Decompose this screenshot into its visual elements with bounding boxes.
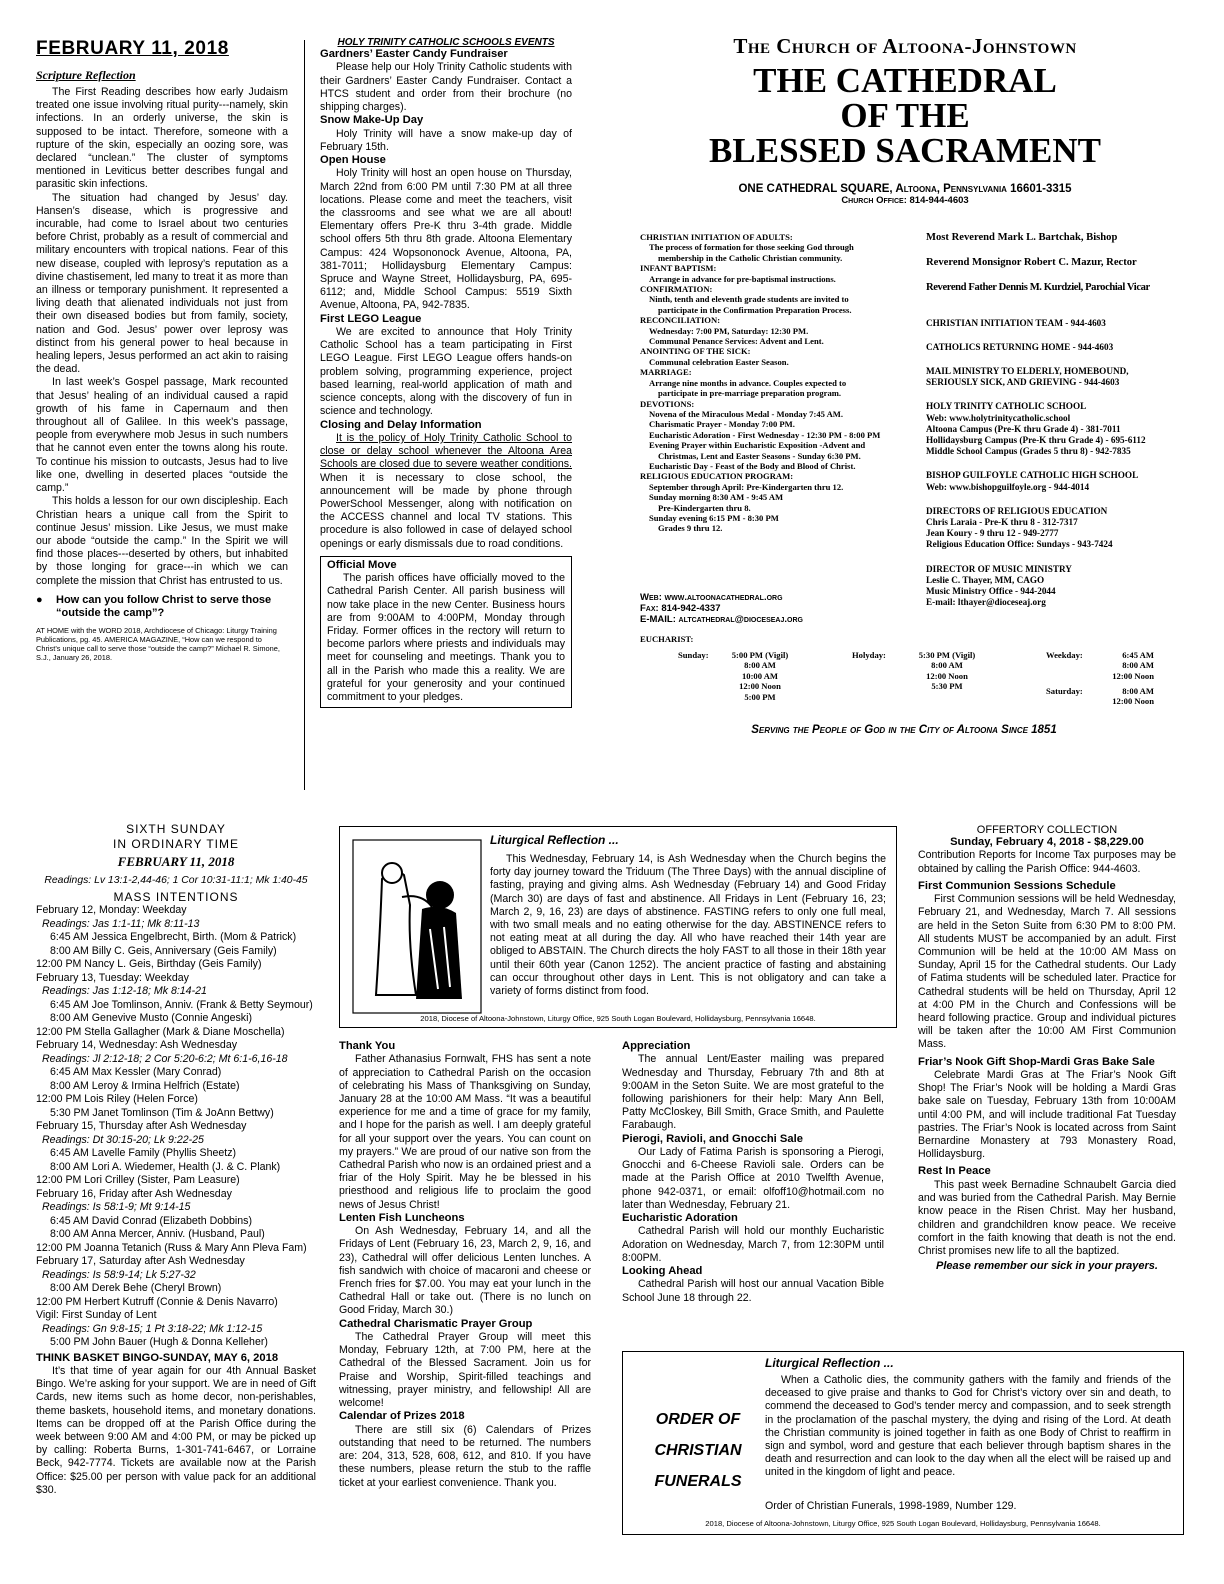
- looking-ahead-text: Cathedral Parish will host our annual Vacation Bible School June 18 through 22.: [622, 1278, 884, 1304]
- directory-line: CHRISTIAN INITIATION TEAM - 944-4603: [926, 317, 1106, 328]
- question-text: How can you follow Christ to serve those “outside the camp”?: [56, 593, 272, 620]
- holyday-time: 12:00 Noon: [926, 670, 968, 681]
- column-divider: [304, 40, 305, 790]
- directory-group: [926, 564, 1186, 609]
- scripture-paragraph: The situation had changed by Jesus’ day. Hansen’s disease, which is progressive and incurable, had come to Israel about two centuries before Christ, probably as a result of commercial and military encounters with tropical nations. Fear of this new disease, coupled with leprosy’s reputation as a divine chastisement, led many to treat it as more than an illness or temporary punishment. It represented a living death that alienated individuals not just from their own diseased bodies but from family, society, nation and God. Jesus’ power over leprosy was distinct from his general power to heal because in healing lepers, Jesus performed an act akin to raising the dead.: [36, 191, 288, 376]
- middle-left-column: [339, 1040, 591, 1490]
- intentions-heading: MASS INTENTIONS: [113, 890, 239, 904]
- holyday-time: 8:00 AM: [931, 660, 963, 671]
- adoration-text: Cathedral Parish will hold our monthly Eucharistic Adoration on Wednesday, March 7, from 12:30PM until 8:00PM.: [622, 1225, 884, 1264]
- website-link[interactable]: Web: www.altoonacathedral.org: [640, 592, 783, 603]
- scripture-column: [36, 38, 288, 662]
- lego-text: We are excited to announce that Holy Trinity Catholic School has a team participating in First LEGO League. First LEGO League offers hands-on problem solving, programming experience, project based learning, real-world application of math and science concepts, along with the discovery of fun in science and technology.: [320, 326, 572, 418]
- sacrament-line: Evening Prayer within Eucharistic Exposition -Advent and: [649, 440, 866, 451]
- first-communion-heading: First Communion Sessions Schedule: [918, 879, 1116, 892]
- intentions-list: [36, 904, 316, 1350]
- directory-group: [926, 342, 1186, 353]
- sacrament-line: The process of formation for those seeking God through: [649, 242, 854, 253]
- sacrament-line: Arrange nine months in advance. Couples expected to: [649, 377, 847, 388]
- intention-mass: 8:00 AM Billy C. Geis, Anniversary (Geis Family): [50, 944, 277, 957]
- htcs-title: HOLY TRINITY CATHOLIC SCHOOLS EVENTS: [337, 37, 555, 48]
- intention-mass: 8:00 AM Derek Behe (Cheryl Brown): [50, 1282, 222, 1294]
- directory-group: [926, 366, 1186, 388]
- directory-line: Middle School Campus (Grades 5 thru 8) - 942-7835: [926, 446, 1131, 457]
- scripture-paragraph: In last week’s Gospel passage, Mark recounted that Jesus’ healing of an individual caused a rapid growth of his fame in Capernaum and then throughout all of Galilee. In this week’s passage, people from everywhere mob Jesus in such numbers that he cannot even enter the towns along his route. To continue his mission to outcasts, Jesus had to live like one, dwelling in deserted places “outside the camp.”: [36, 376, 288, 495]
- intention-mass: 12:00 PM Stella Gallagher (Mark & Diane Moschella): [36, 1025, 285, 1038]
- fax-number: Fax: 814-942-4337: [640, 603, 721, 614]
- reflection2-credit: 2018, Diocese of Altoona-Johnstown, Liturgy Office, 925 South Logan Boulevard, Hollidaysburg, Pennsylvania 16648.: [705, 1519, 1101, 1528]
- directory-group: [926, 506, 1186, 551]
- sacraments-lines: [640, 232, 920, 534]
- eucharist-schedule: [640, 634, 1160, 714]
- pierogi-heading: Pierogi, Ravioli, and Gnocchi Sale: [622, 1132, 803, 1145]
- looking-ahead-heading: Looking Ahead: [622, 1265, 703, 1278]
- directory-group: [926, 318, 1186, 329]
- sacrament-line: participate in the Confirmation Preparation Process.: [658, 304, 852, 315]
- side-order: ORDER OF: [655, 1411, 741, 1428]
- intention-mass: 8:00 AM Anna Mercer, Anniv. (Husband, Paul): [50, 1228, 265, 1240]
- lego-heading: First LEGO League: [320, 312, 422, 325]
- address: ONE CATHEDRAL SQUARE, Altoona, Pennsylvania 16601-3315: [738, 183, 1072, 195]
- closing-details: When it is necessary to close school, the announcement will be made by phone through PowerSchool Messenger, along with notification on the ACCESS channel and local TV stations. This procedure is also followed in case of delayed school openings or early dismissals due to road conditions.: [320, 471, 572, 550]
- reflection1-text: This Wednesday, February 14, is Ash Wednesday when the Church begins the forty day journey toward the Triduum (The Three Days) with the annual discipline of fasting, praying and giving alms. Ash Wednesday (February 14) and Good Friday (March 30) are days of fast and abstinence. All Fridays in Lent (February 16, 23; March 2, 9, 16, 23) are days of abstinence. FASTING refers to only one full meal, with two small meals and no eating otherwise for the day. ABSTINENCE refers to not eating meat at all during the day. All who have reached their 14th year are obliged to ABSTAIN. The Church directs the holy FAST to all those in their 18th year until their 60th year (Canon 1252). The ancient practice of fasting and abstaining can occur throughout other days in Lent. This is not obligatory and can take a variety of forms distinct from food.: [490, 853, 886, 998]
- thank-you-heading: Thank You: [339, 1040, 396, 1052]
- charismatic-text: The Cathedral Prayer Group will meet this Monday, February 12th, at 7:00 PM, here at the Cathedral of the Blessed Sacrament. Join us for Praise and Worship, Spirit-filled teachings and witnessing, prayer ministry, and fellowship! All are welcome!: [339, 1331, 591, 1410]
- saturday-label: Saturday:: [1046, 686, 1083, 696]
- sacrament-line: Eucharistic Day - Feast of the Body and Blood of Christ.: [649, 460, 856, 471]
- gardners-heading: Gardners’ Easter Candy Fundraiser: [320, 48, 508, 60]
- snow-heading: Snow Make-Up Day: [320, 114, 424, 127]
- appreciation-heading: Appreciation: [622, 1040, 691, 1052]
- rest-in-peace-text: This past week Bernadine Schnaubelt Garcia died and was buried from the Cathedral Parish. May Bernie know peace in the Risen Christ. May her husband, children and grandchildren know peace. We receive comfort in the faith knowing that death is not the end. Christ promises new life to all the baptized.: [918, 1178, 1176, 1257]
- intention-mass: 6:45 AM Lavelle Family (Phyllis Sheetz): [50, 1147, 237, 1159]
- holyday-times: [902, 650, 992, 692]
- intention-day: February 16, Friday after Ash Wednesday: [36, 1187, 232, 1200]
- directory-line: Jean Koury - 9 thru 12 - 949-2777: [926, 528, 1059, 539]
- reflection2-source-text: Order of Christian Funerals, 1998-1989, Number 129.: [765, 1500, 1017, 1512]
- htcs-column: [320, 37, 572, 708]
- directory-line: Leslie C. Thayer, MM, CAGO: [926, 574, 1045, 585]
- sacrament-line: Pre-Kindergarten thru 8.: [658, 502, 751, 513]
- intention-mass: 5:00 PM John Bauer (Hugh & Donna Kelleher): [50, 1336, 268, 1348]
- intention-readings: Readings: Is 58:9-14; Lk 5:27-32: [42, 1268, 196, 1281]
- contribution-text: Contribution Reports for Income Tax purposes may be obtained by calling the Parish Office: 944-4603.: [918, 849, 1176, 875]
- bullet-icon: ●: [36, 593, 43, 606]
- directory-line: SERIOUSLY SICK, AND GRIEVING - 944-4603: [926, 377, 1120, 388]
- sacrament-line: INFANT BAPTISM:: [640, 263, 717, 274]
- snow-text: Holy Trinity will have a snow make-up day of February 15th.: [320, 127, 572, 153]
- reflection2-source: [765, 1500, 1016, 1512]
- reflection1-credit: 2018, Diocese of Altoona-Johnstown, Liturgy Office, 925 South Logan Boulevard, Hollidaysburg, Pennsylvania 16648.: [420, 1014, 816, 1023]
- ashes-illustration-icon: [352, 839, 482, 1014]
- middle-right-column: [622, 1040, 884, 1305]
- directory-group: [926, 401, 1186, 457]
- calendar-text: There are still six (6) Calendars of Prizes outstanding that need to be returned. The numbers are: 204, 313, 528, 608, 612, and 810. If you have these numbers, please return the stub to the raffle ticket at your earliest convenience. Thank you.: [339, 1423, 591, 1489]
- citation: AT HOME with the WORD 2018, Archdiocese of Chicago: Liturgy Training Publications, pg. 45. AMERICA MAGAZINE, “How can we respond to Christ’s unique call to serve those “outside the camp?” Michael R. Simone, S.J., January 26, 2018.: [36, 625, 280, 662]
- intention-day: February 12, Monday: Weekday: [36, 904, 187, 916]
- closing-heading: Closing and Delay Information: [320, 418, 482, 431]
- sacrament-line: CHRISTIAN INITIATION OF ADULTS:: [640, 232, 793, 242]
- friars-nook-text: Celebrate Mardi Gras at The Friar’s Nook Gift Shop! The Friar’s Nook will be holding a Mardi Gras bake sale on Tuesday, February 13th from 10:00AM until 4:00 PM, and will include traditional Fat Tuesday pastries. The Friar’s Nook is located across from Saint Bernardine Monastery at 793 Monastery Road, Hollidaysburg.: [918, 1069, 1176, 1161]
- intention-mass: 6:45 AM Max Kessler (Mary Conrad): [50, 1066, 222, 1078]
- sacrament-line: September through April: Pre-Kindergarten thru 12.: [649, 481, 844, 492]
- sick-prayer-note: Please remember our sick in your prayers.: [936, 1260, 1158, 1273]
- directory-line: Music Ministry Office - 944-2044: [926, 586, 1056, 597]
- sacrament-line: DEVOTIONS:: [640, 398, 695, 409]
- date-heading: FEBRUARY 11, 2018: [36, 38, 229, 59]
- intention-day: February 17, Saturday after Ash Wednesday: [36, 1255, 245, 1267]
- section-title: Scripture Reflection: [36, 68, 136, 82]
- saturday-times: [1094, 686, 1154, 707]
- sunday-time: 10:00 AM: [741, 670, 779, 681]
- clergy-bishop: Most Reverend Mark L. Bartchak, Bishop: [926, 232, 1118, 243]
- intention-mass: 12:00 PM Lori Crilley (Sister, Pam Leasure): [36, 1174, 240, 1186]
- sacrament-line: Grades 9 thru 12.: [658, 523, 723, 534]
- reflection2-title: Liturgical Reflection ...: [765, 1356, 894, 1370]
- reflection1-title: Liturgical Reflection ...: [490, 833, 619, 847]
- directory-line: Religious Education Office: Sundays - 943-7424: [926, 539, 1113, 550]
- sunday-readings: Readings: Lv 13:1-2,44-46; 1 Cor 10:31-11:1; Mk 1:40-45: [44, 875, 308, 886]
- sacrament-line: MARRIAGE:: [640, 367, 692, 378]
- sacrament-line: Charismatic Prayer - Monday 7:00 PM.: [649, 419, 795, 430]
- intention-mass: 12:00 PM Joanna Tetanich (Russ & Mary Ann Pleva Fam): [36, 1241, 307, 1254]
- intention-day: Vigil: First Sunday of Lent: [36, 1309, 157, 1321]
- offertory-amount: Sunday, February 4, 2018 - $8,229.00: [950, 836, 1144, 848]
- charismatic-heading: Cathedral Charismatic Prayer Group: [339, 1317, 533, 1330]
- directory-group: [926, 470, 1186, 492]
- intention-mass: 6:45 AM Jessica Engelbrecht, Birth. (Mom & Patrick): [50, 931, 297, 943]
- lenten-heading: Lenten Fish Luncheons: [339, 1211, 465, 1224]
- directory-line: DIRECTOR OF MUSIC MINISTRY: [926, 563, 1072, 574]
- funerals-side-title: [631, 1404, 765, 1497]
- bingo-text: It’s that time of year again for our 4th Annual Basket Bingo. We’re asking for your support. We are in need of Gift Cards, new items such as home decor, non-perishables, theme baskets, household items, and monetary donations. Items can be dropped off at the Parish Office during the week between 9:00 AM and 4:00 PM, or may be picked up by calling: Roberta Burns, 1-301-741-6467, or Lorraine Beck, 942-7774. Tickets are available now at the Parish Office: $25.00 per person with value pack for an additional $30.: [36, 1364, 316, 1496]
- sunday-time: 8:00 AM: [744, 660, 776, 671]
- sacrament-line: Eucharistic Adoration - First Wednesday - 12:30 PM - 8:00 PM: [649, 429, 881, 440]
- weekday-times: [1094, 650, 1154, 681]
- clergy-directory: [926, 232, 1186, 621]
- directory-line: Hollidaysburg Campus (Pre-K thru Grade 4) - 695-6112: [926, 435, 1146, 446]
- reflection-question: [36, 594, 288, 621]
- saturday-time: 12:00 Noon: [1112, 696, 1154, 707]
- calendar-heading: Calendar of Prizes 2018: [339, 1410, 465, 1423]
- sacrament-line: membership in the Catholic Christian community.: [658, 252, 843, 263]
- sacrament-line: Communal Penance Services: Advent and Lent.: [649, 336, 824, 347]
- side-christian: CHRISTIAN: [654, 1442, 742, 1459]
- ash-wednesday-reflection-box: [339, 826, 897, 1028]
- weekday-time: 12:00 Noon: [1112, 670, 1154, 681]
- thank-you-text: Father Athanasius Fornwalt, FHS has sent a note of appreciation to Cathedral Parish on the occasion of celebrating his Mass of Thanksgiving on Sunday, January 28 at the 10:00 AM Mass. “It was a beautiful experience for me and a time of grace for my family, and I hope for the parish as well. I am deeply grateful for all your support over the years. You can count on my prayers.” We are proud of our native son from the Cathedral Parish who now is an ordained priest and a friar of the Holy Spirit. May he be blessed in his priesthood and religious life to proclaim the good news of Jesus Christ!: [339, 1053, 591, 1211]
- saturday-time: 8:00 AM: [1122, 686, 1154, 696]
- eucharist-label: EUCHARIST:: [640, 634, 694, 644]
- intention-day: February 13, Tuesday: Weekday: [36, 971, 189, 984]
- weekday-time: 8:00 AM: [1122, 660, 1154, 671]
- closing-text: [320, 432, 572, 551]
- sacraments-list: [640, 232, 920, 534]
- funerals-reflection-box: [622, 1351, 1184, 1535]
- intention-mass: 12:00 PM Nancy L. Geis, Birthday (Geis Family): [36, 958, 262, 970]
- rest-in-peace-heading: Rest In Peace: [918, 1165, 991, 1178]
- sixth-sunday: SIXTH SUNDAY: [126, 822, 226, 836]
- clergy-vicar: Reverend Father Dennis M. Kurdziel, Parochial Vicar: [926, 282, 1150, 294]
- intention-readings: Readings: Is 58:1-9; Mt 9:14-15: [42, 1201, 191, 1213]
- right-column: [918, 824, 1176, 1272]
- intention-mass: 12:00 PM Herbert Kutruff (Connie & Denis Navarro): [36, 1295, 278, 1308]
- holyday-label: Holyday:: [852, 650, 886, 660]
- closing-policy: It is the policy of Holy Trinity Catholic School to close or delay school whenever the Altoona Area Schools are closed due to severe weather conditions.: [320, 431, 572, 471]
- masthead-footer: Serving the People of God in the City of Altoona Since 1851: [751, 724, 1057, 736]
- directory-line: HOLY TRINITY CATHOLIC SCHOOL: [926, 401, 1087, 412]
- open-house-text: Holy Trinity will host an open house on Thursday, March 22nd from 6:00 PM until 7:30 PM at all three locations. Please come and meet the teachers, visit the classrooms and see what we are all about! Elementary offers Pre-K thru 3-4th grade. Middle school offers 5th thru 8th grade. Altoona Elementary Campus: 424 Wopsononock Avenue, Altoona, PA, 381-7011; Hollidaysburg Elementary Campus: Spruce and Wayne Street, Hollidaysburg, PA, 695-6112; and, Middle School Campus: 5519 Sixth Avenue, Altoona, PA, 942-7835.: [320, 167, 572, 312]
- intention-mass: 6:45 AM David Conrad (Elizabeth Dobbins): [50, 1214, 252, 1227]
- email-link[interactable]: E-MAIL: altcathedral@dioceseaj.org: [640, 614, 803, 625]
- official-move-heading: Official Move: [327, 558, 397, 571]
- intention-day: February 15, Thursday after Ash Wednesday: [36, 1120, 247, 1132]
- sacrament-line: RECONCILIATION:: [640, 315, 721, 326]
- directory-line: Web: www.bishopguilfoyle.org - 944-4014: [926, 481, 1090, 492]
- sacrament-line: CONFIRMATION:: [640, 284, 713, 295]
- sunday-time: 5:00 PM (Vigil): [731, 650, 789, 660]
- gardners-text: Please help our Holy Trinity Catholic students with their Gardners’ Easter Candy Fundraiser. Contact a HTCS student and order from their brochure (no shipping charges).: [320, 61, 572, 114]
- sunday-times: [720, 650, 800, 702]
- bingo-heading: THINK BASKET BINGO-SUNDAY, MAY 6, 2018: [36, 1351, 279, 1364]
- open-house-heading: Open House: [320, 154, 386, 167]
- weekday-time: 6:45 AM: [1122, 650, 1154, 660]
- directory-line: MAIL MINISTRY TO ELDERLY, HOMEBOUND,: [926, 366, 1129, 377]
- sacrament-line: Christmas, Lent and Easter Seasons - Sunday 6:30 PM.: [658, 450, 861, 461]
- pierogi-text: Our Lady of Fatima Parish is sponsoring a Pierogi, Gnocchi and 6-Cheese Ravioli sale. Orders can be made at the Parish Office at 2010 Twelfth Avenue, phone 942-0371, or email: olfoff10@hotmail.com no later than Wednesday, February 21.: [622, 1146, 884, 1211]
- mass-intentions-column: [36, 822, 316, 1497]
- lenten-text: On Ash Wednesday, February 14, and all the Fridays of Lent (February 16, 23, March 2, 9, 16, and 23), Cathedral will offer delicious Lenten lunches. A fish sandwich with choice of macaroni and cheese or French fries for $7.00. You may eat your lunch in the Cathedral Hall or take out. (There is no lunch on Good Friday, March 30.): [339, 1225, 591, 1317]
- intention-readings: Readings: Gn 9:8-15; 1 Pt 3:18-22; Mk 1:12-15: [42, 1322, 263, 1335]
- sacrament-line: Wednesday: 7:00 PM, Saturday: 12:30 PM.: [649, 325, 809, 336]
- sacrament-line: Arrange in advance for pre-baptismal instructions.: [649, 273, 836, 284]
- sunday-label: Sunday:: [678, 650, 709, 660]
- intention-mass: 8:00 AM Lori A. Wiedemer, Health (J. & C. Plank): [50, 1160, 281, 1173]
- directory-line: BISHOP GUILFOYLE CATHOLIC HIGH SCHOOL: [926, 470, 1139, 481]
- scripture-paragraph: The First Reading describes how early Judaism treated one issue involving ritual purity---namely, skin infections. In an orderly universe, the skin is supposed to be intact. Therefore, someone with a rupture of the skin, especially an oozing sore, was declared “unclean.” The cluster of symptoms mentioned in Leviticus better describes fungal and parasitic skin infections.: [36, 86, 288, 191]
- cathedral-title-line2: OF THE: [840, 96, 970, 135]
- official-move-box: [320, 556, 572, 708]
- intention-mass: 8:00 AM Genevive Musto (Connie Angeski): [50, 1012, 252, 1024]
- sacrament-line: Ninth, tenth and eleventh grade students are invited to: [649, 294, 849, 305]
- side-funerals: FUNERALS: [654, 1473, 742, 1490]
- sunday-time: 12:00 Noon: [739, 681, 781, 692]
- holyday-time: 5:30 PM (Vigil): [918, 650, 976, 660]
- sacrament-line: Communal celebration Easter Season.: [649, 356, 789, 367]
- directory-line: DIRECTORS OF RELIGIOUS EDUCATION: [926, 505, 1108, 516]
- directory-line: Chris Laraia - Pre-K thru 8 - 312-7317: [926, 517, 1078, 528]
- directory-line: CATHOLICS RETURNING HOME - 944-4603: [926, 341, 1114, 352]
- official-move-text: The parish offices have officially moved to the Cathedral Parish Center. All parish business will now take place in the new Center. Business hours are from 9:00AM to 4:00PM, Monday through Friday. Former offices in the rectory will return to become parlors where priests and individuals may meet for counseling and meetings. Thank you to all in the Parish who made this a reality. We are grateful for your generosity and your continued commitment to your pledges.: [327, 572, 565, 703]
- sacrament-line: participate in pre-marriage preparation program.: [658, 388, 842, 399]
- adoration-heading: Eucharistic Adoration: [622, 1212, 738, 1225]
- intention-readings: Readings: Dt 30:15-20; Lk 9:22-25: [42, 1133, 204, 1146]
- church-name: The Church of Altoona-Johnstown: [733, 34, 1077, 58]
- directory-list: [926, 318, 1186, 609]
- reflection2-text: When a Catholic dies, the community gathers with the family and friends of the deceased to give praise and thanks to God for Christ’s victory over sin and death, to commend the deceased to God’s tender mercy and compassion, and to seek strength in the proclamation of the paschal mystery, the dying and rising of the Lord. At death the Christian community is joined together in faith as one Body of Christ to reaffirm in sign and symbol, word and gesture that each believer through baptism shares in the death and resurrection and can look to the day when all the elect will be raised up and united in the kingdom of light and peace.: [765, 1374, 1171, 1479]
- appreciation-text: The annual Lent/Easter mailing was prepared Wednesday and Thursday, February 7th and 8th at 9:00AM in the Seton Suite. We are most grateful to the following parishioners for their help: Mary Ann Bell, Patty McCloskey, Bill Smith, Grace Smith, and Paulette Farabaugh.: [622, 1053, 884, 1132]
- intention-readings: Readings: Jas 1:12-18; Mk 8:14-21: [42, 985, 207, 997]
- masthead: [600, 34, 1210, 206]
- intention-mass: 5:30 PM Janet Tomlinson (Tim & JoAnn Bettwy): [50, 1106, 274, 1119]
- clergy-rector: Reverend Monsignor Robert C. Mazur, Rector: [926, 257, 1137, 269]
- weekday-label: Weekday:: [1046, 650, 1083, 660]
- directory-line: E-mail: lthayer@dioceseaj.org: [926, 597, 1046, 608]
- contact-info: [640, 592, 803, 625]
- intention-mass: 8:00 AM Leroy & Irmina Helfrich (Estate): [50, 1079, 240, 1092]
- directory-line: Altoona Campus (Pre-K thru Grade 4) - 381-7011: [926, 423, 1121, 434]
- holyday-time: 5:30 PM: [931, 681, 963, 692]
- offertory-heading: OFFERTORY COLLECTION: [976, 824, 1118, 836]
- friars-nook-heading: Friar’s Nook Gift Shop-Mardi Gras Bake Sale: [918, 1055, 1155, 1068]
- sacrament-line: RELIGIOUS EDUCATION PROGRAM:: [640, 471, 794, 482]
- intention-day: February 14, Wednesday: Ash Wednesday: [36, 1039, 238, 1051]
- sacrament-line: ANOINTING OF THE SICK:: [640, 346, 751, 357]
- intention-mass: 6:45 AM Joe Tomlinson, Anniv. (Frank & Betty Seymour): [50, 998, 313, 1011]
- intention-readings: Readings: Jas 1:1-11; Mk 8:11-13: [42, 917, 200, 930]
- intention-mass: 12:00 PM Lois Riley (Helen Force): [36, 1093, 198, 1105]
- intention-readings: Readings: Jl 2:12-18; 2 Cor 5:20-6:2; Mt 6:1-6,16-18: [42, 1052, 288, 1065]
- sunday-heading: [36, 822, 316, 852]
- sacrament-line: Sunday evening 6:15 PM - 8:30 PM: [649, 512, 779, 523]
- masses-date: FEBRUARY 11, 2018: [117, 854, 235, 869]
- scripture-paragraph: This holds a lesson for our own discipleship. Each Christian hears a unique call from the Spirit to continue Jesus’ mission. Like Jesus, we must make our abode “outside the camp.” In the Spirit we will find those places---deserted by others, but inhabited by those longing for grace---in which we can complete the mission that Christ has entrusted to us.: [36, 495, 288, 587]
- ordinary-time: IN ORDINARY TIME: [112, 837, 240, 851]
- cathedral-title-line1: THE CATHEDRAL: [753, 61, 1057, 100]
- sacrament-line: Novena of the Miraculous Medal - Monday 7:45 AM.: [649, 408, 844, 419]
- first-communion-text: First Communion sessions will be held Wednesday, February 21, and Wednesday, March 7. All sessions are held in the Seton Suite from 6:30 PM to 8:00 PM. All students MUST be accompanied by an adult. First Communion will be held at the 10:00 AM Mass on Sunday, April 15 for the Cathedral students. Our Lady of Fatima students will be scheduled later. Practice for Cathedral students will be held on Thursday, April 12 at 4:00 PM in the Church and Confessions will be heard following practice. Group and individual pictures will be taken after the 10:00 AM First Communion Mass.: [918, 893, 1176, 1051]
- cathedral-title-line3: BLESSED SACRAMENT: [709, 131, 1101, 170]
- church-office: Church Office: 814-944-4603: [841, 195, 969, 206]
- directory-line: Web: www.holytrinitycatholic.school: [926, 412, 1071, 423]
- sacrament-line: Sunday morning 8:30 AM - 9:45 AM: [649, 492, 784, 503]
- sunday-time: 5:00 PM: [744, 691, 776, 702]
